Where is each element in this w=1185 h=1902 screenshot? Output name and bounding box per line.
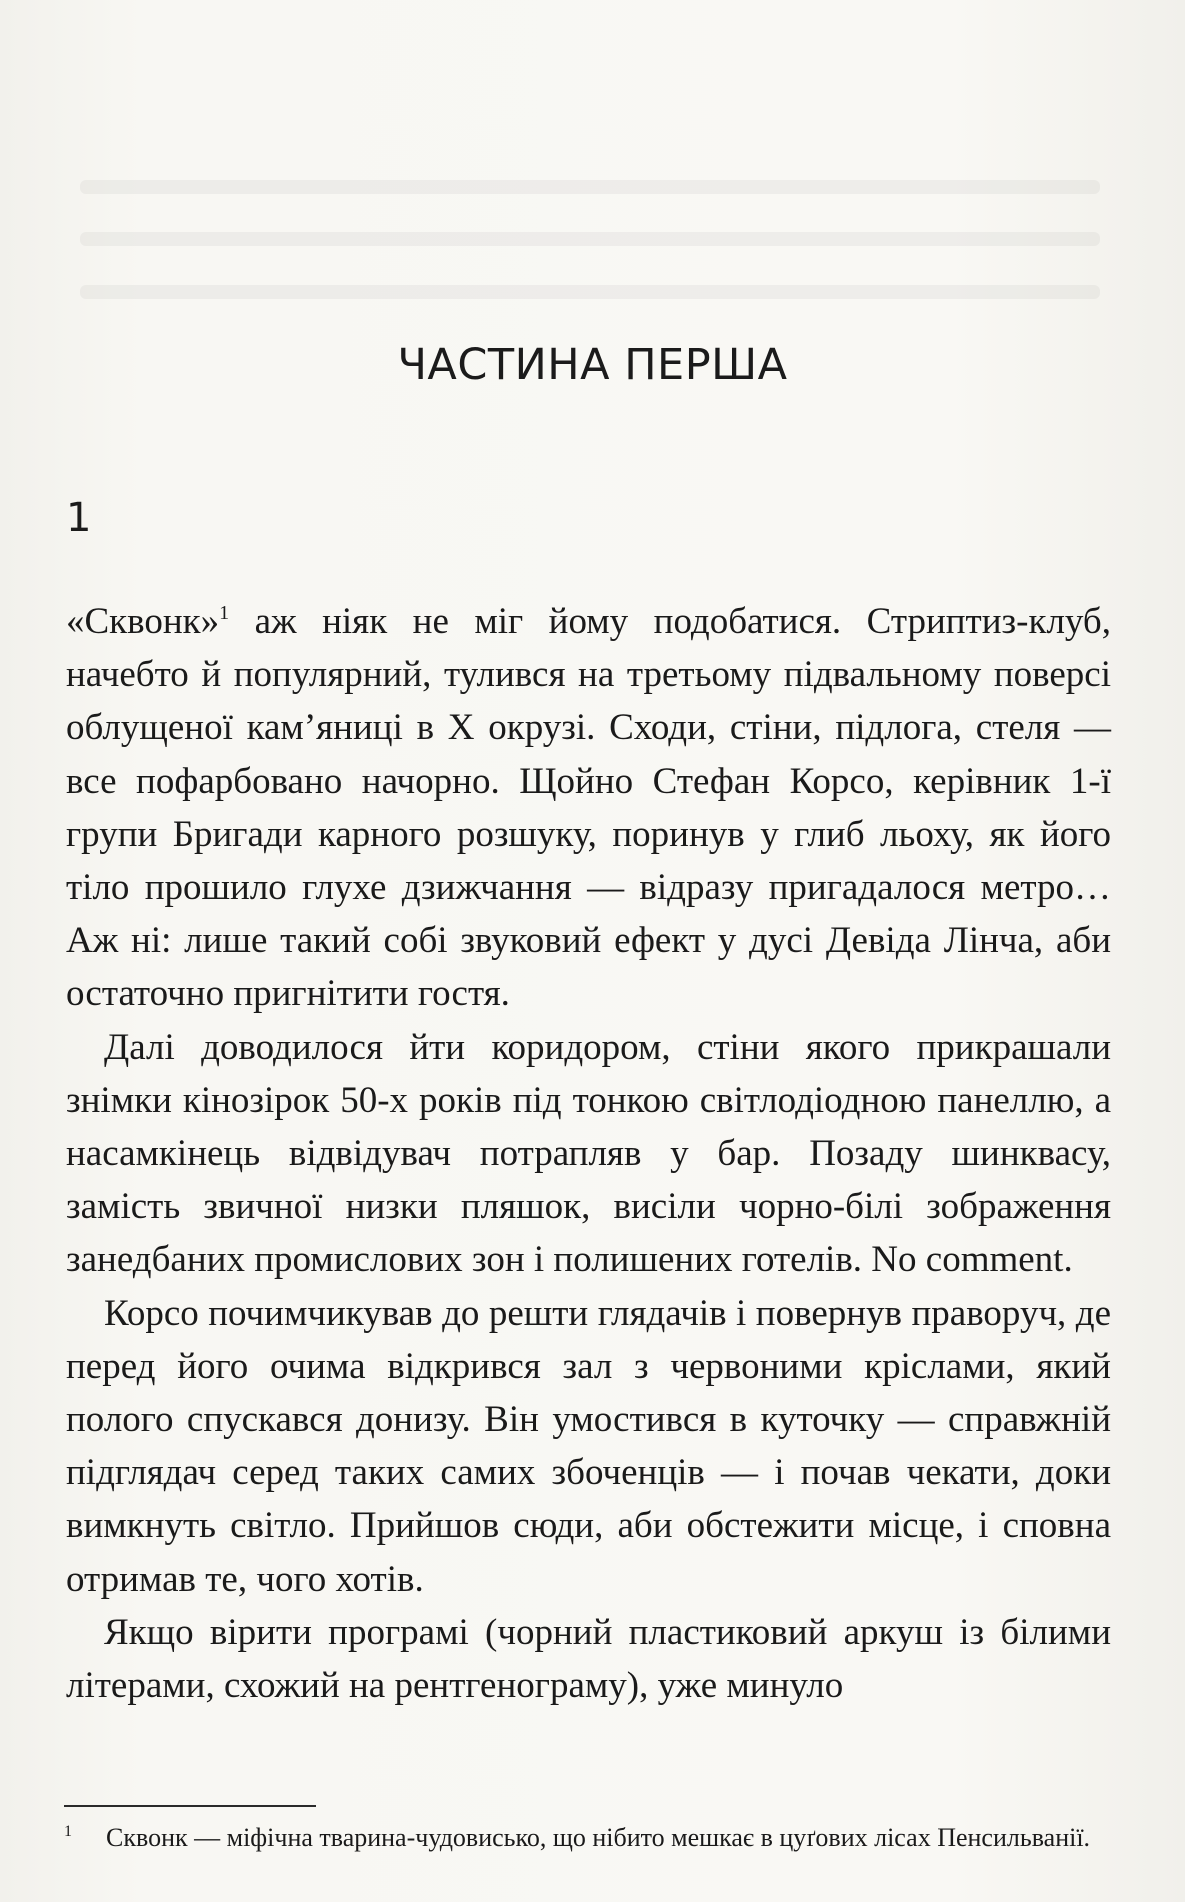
show-through-shadow (80, 232, 1100, 246)
footnote (66, 1820, 1111, 1856)
paragraph-1-start: «Сквонк» (66, 601, 220, 642)
footnote-divider (64, 1805, 316, 1807)
chapter-number: 1 (66, 495, 92, 541)
body-text (66, 595, 1111, 1712)
paragraph-2: Далі доводилося йти коридором, стіни якого прикрашали знімки кінозірок 50-х років під тонкою світлодіодною панеллю, а насамкінець відвідувач потрапляв у бар. Позаду шинквасу, замість звичної низки пляшок, висіли чорно-білі зображення занедбаних промислових зон і полишених готелів. No comment. (66, 1026, 1111, 1281)
footnote-text: Сквонк — міфічна тварина-чудовисько, що нібито мешкає в цуґових лісах Пенсильванії. (106, 1823, 1091, 1852)
show-through-shadow (80, 180, 1100, 194)
part-title: ЧАСТИНА ПЕРША (397, 340, 788, 390)
footnote-ref: 1 (219, 602, 230, 624)
paragraph-3: Корсо почимчикував до решти глядачів і повернув праворуч, де перед його очима відкрився зал з червоними кріслами, який полого спускався донизу. Він умостився в куточку — справжній підглядач серед таких самих збоченців — і почав чекати, доки вимкнуть світло. Прийшов сюди, аби обстежити місце, і сповна отримав те, чого хотів. (66, 1292, 1111, 1600)
footnote-mark: 1 (64, 1823, 72, 1840)
paragraph-4: Якщо вірити програмі (чорний пластиковий аркуш із білими літерами, схожий на рентгенограму), уже минуло (66, 1611, 1111, 1707)
paragraph-1-rest: аж ніяк не міг йому подобатися. Стриптиз-клуб, начебто й популярний, тулився на третьому підвальному поверсі облущеної кам’яниці в Х окрузі. Сходи, стіни, підлога, стеля — все пофарбовано начорно. Щойно Стефан Корсо, керівник 1-ї групи Бригади карного розшуку, поринув у глиб льоху, як його тіло прошило глухе дзижчання — відразу пригадалося метро… Аж ні: лише такий собі звуковий ефект у дусі Девіда Лінча, аби остаточно пригнітити гостя. (66, 601, 1111, 1015)
paragraph-1 (66, 595, 1111, 1021)
show-through-shadow (80, 285, 1100, 299)
